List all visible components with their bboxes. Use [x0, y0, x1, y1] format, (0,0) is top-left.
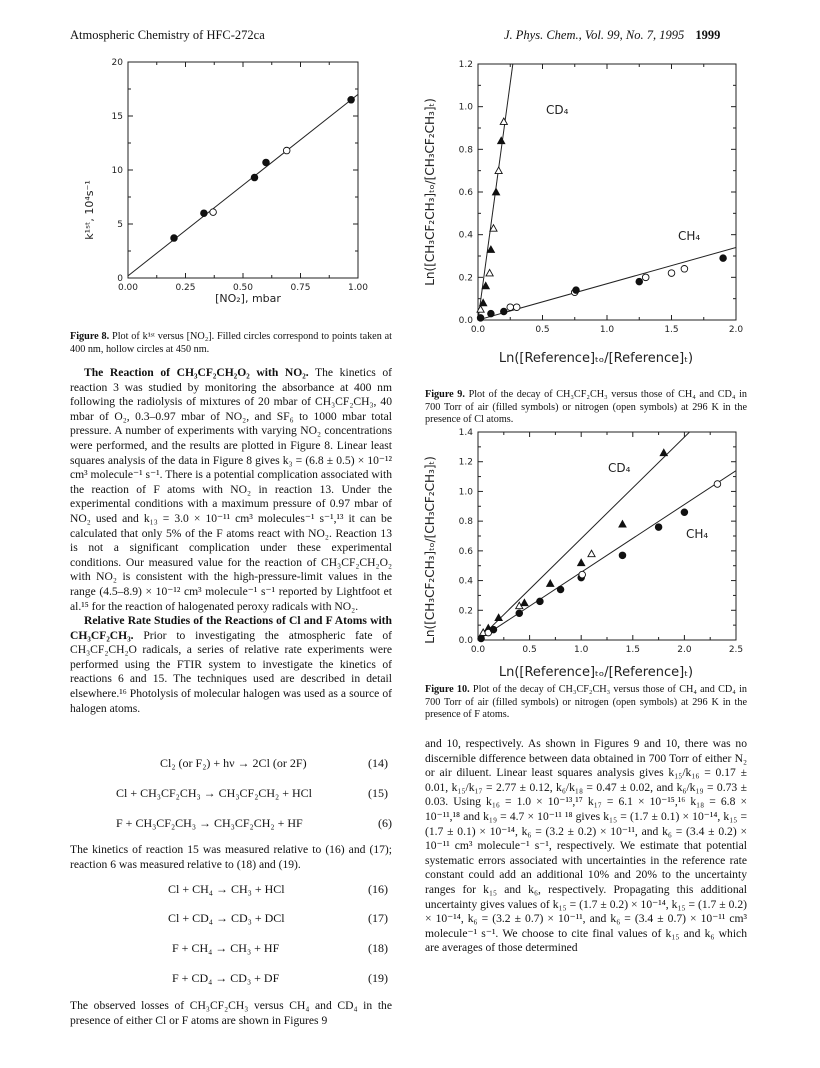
equation-15: Cl + CH₃CF₂CH₃ → CH₃CF₂CH₂ + HCl — [116, 786, 313, 800]
data-point-circle — [619, 552, 626, 559]
data-point-circle — [655, 524, 662, 531]
y-tick-label: 0.6 — [458, 546, 473, 557]
paragraph-no2-text: The kinetics of reaction 3 was studied by monitoring the absorbance at 400 nm following the radiolysis of mixtures of 20 mbar of CH₃CF₂CH₃, 40 mbar of O₂, 0.3–0.97 mbar of NO₂, and SF₆ to 1000 mbar total pressure. A number of experiments with varying NO₂ concentrations were performed, and the results are plotted in Figure 8. Linear least squares analysis of the data in Figure 8 gives k₃ = (6.8 ± 0.5) × 10⁻¹² cm³ molecule⁻¹ s⁻¹. There is a potential complication associated with the reaction of F atoms with NO₂ in reaction 13. Under the experimental conditions with a maximum pressure of 0.97 mbar of NO₂ used and k₁₃ = 3.0 × 10⁻¹¹ cm³ molecules⁻¹ s⁻¹,¹³ it can be calculated that only 5% of the F atoms react with NO₂. Reaction 13 is not a significant complication under these experimental conditions. Our measured value for the reaction of CH₃CF₂CH₂O₂ with NO₂ is consistent with the high-pressure-limit values in the range (4.5–8.9) × 10⁻¹² cm³ molecule⁻¹ s⁻¹ reported by Lightfoot et al.¹⁵ for the reaction of halogenated peroxy radicals with NO₂. — [70, 366, 392, 613]
data-point-circle — [681, 509, 688, 516]
section-heading-relative-rate: Relative Rate Studies of the Reactions of Cl and F Atoms with CH₃CF₂CH₃. — [70, 614, 392, 642]
data-point-triangle — [492, 188, 499, 194]
data-point-circle — [501, 308, 508, 315]
data-point-triangle — [495, 167, 502, 173]
data-point-circle — [490, 626, 497, 633]
data-point-circle — [171, 235, 178, 242]
paragraph-relative-rate — [70, 614, 392, 716]
series-annotation: CH₄ — [678, 229, 701, 243]
figure-9-chart — [418, 52, 754, 376]
equation-19-number: (19) — [368, 971, 388, 985]
fit-line — [128, 94, 358, 275]
data-point-circle — [681, 266, 688, 273]
data-point-circle — [668, 270, 675, 277]
data-point-triangle — [500, 118, 507, 124]
section-heading-no2: The Reaction of CH₃CF₂CH₂O₂ with NO₂. — [84, 366, 309, 379]
equation-17-number: (17) — [368, 911, 388, 925]
equation-14: Cl₂ (or F₂) + hν → 2Cl (or 2F) — [160, 756, 307, 770]
equation-19: F + CD₄ → CD₃ + DF — [172, 971, 280, 985]
y-tick-label: 0 — [117, 274, 123, 284]
fig8-caption-label: Figure 8. — [70, 331, 110, 342]
figure-10-chart — [418, 420, 754, 684]
data-point-circle — [513, 304, 520, 311]
x-tick-label: 0.75 — [290, 283, 311, 293]
data-point-triangle — [498, 137, 505, 143]
paragraph-relative-rate-text: Prior to investigating the atmospheric fate of CH₃CF₂CH₂O radicals, a series of relative rate experiments were performed using the FTIR system to investigate the kinetics of reactions 6 and 15. The techniques used are described in detail elsewhere.¹⁶ Photolysis of molecular halogen was used as a source of halogen atoms. — [70, 628, 392, 715]
data-point-circle — [573, 287, 580, 294]
paragraph-no2-reaction — [70, 366, 392, 614]
y-tick-label: 0.6 — [458, 188, 473, 198]
data-point-circle — [537, 598, 544, 605]
data-point-circle — [263, 159, 270, 166]
y-tick-label: 1.2 — [458, 457, 473, 468]
fig8-caption-text: Plot of k¹ˢᵗ versus [NO₂]. Filled circles correspond to points taken at 400 nm, hollow circles at 450 nm. — [70, 331, 392, 355]
x-tick-label: 1.0 — [599, 325, 615, 335]
data-point-circle — [348, 97, 355, 104]
paragraph-observed-losses: The observed losses of CH₃CF₂CH₃ versus CH₄ and CD₄ in the presence of either Cl or F atoms are shown in Figures 9 — [70, 999, 392, 1027]
x-tick-label: 2.0 — [677, 645, 692, 655]
y-tick-label: 1.2 — [458, 60, 473, 70]
x-tick-label: 0.5 — [535, 325, 550, 335]
right-column-text: and 10, respectively. As shown in Figures 9 and 10, there was no discernible difference between data obtained in 700 Torr of either N₂ or air diluent. Linear least squares analysis gives k₁₅/k₁₆ = 0.17 ± 0.01, k₁₅/k₁₇ = 2.77 ± 0.12, k₆/k₁₈ = 0.47 ± 0.02, and k₆/k₁₉ = 0.73 ± 0.03. Using k₁₆ = 1.0 × 10⁻¹³,¹⁷ k₁₇ = 6.1 × 10⁻¹⁵,¹⁶ k₁₈ = 6.8 × 10⁻¹¹,¹⁸ and k₁₉ = 4.7 × 10⁻¹¹ ¹⁸ gives k₁₅ = (1.7 ± 0.1) × 10⁻¹⁴, k₁₅ = (1.7 ± 0.1) × 10⁻¹⁴, k₆ = (3.2 ± 0.2) × 10⁻¹¹, and k₆ = (3.4 ± 0.2) × 10⁻¹¹ cm³ molecule⁻¹ s⁻¹, respectively. We estimate that potential systematic errors associated with uncertainties in the reference rate constant could add an additional 10% and 20% to the uncertainty ranges for k₁₅ and k₆, respectively. Propagating this additional uncertainty gives values of k₁₅ = (1.7 ± 0.2) × 10⁻¹⁴, k₁₅ = (1.7 ± 0.2) × 10⁻¹⁴, k₆ = (3.2 ± 0.7) × 10⁻¹¹, and k₆ = (3.4 ± 0.7) × 10⁻¹¹ cm³ molecule⁻¹ s⁻¹. We choose to cite final values of k₁₅ and k₆ which are averages of those determined — [425, 737, 747, 955]
figure-8-chart — [70, 50, 390, 322]
x-tick-label: 0.25 — [175, 283, 196, 293]
x-tick-label: 2.5 — [728, 645, 744, 655]
equation-18-number: (18) — [368, 941, 388, 955]
equation-18: F + CH₄ → CH₃ + HF — [172, 941, 280, 955]
x-tick-label: 1.5 — [625, 645, 640, 655]
fig8-x-axis-label: [NO₂], mbar — [215, 292, 281, 305]
fig9-y-axis-label: Ln([CH₃CF₂CH₃]ₜₒ/[CH₃CF₂CH₃]ₜ) — [423, 98, 437, 286]
data-point-circle — [714, 481, 721, 488]
data-point-circle — [642, 274, 649, 281]
equation-17: Cl + CD₄ → CD₃ + DCl — [168, 911, 285, 925]
data-point-circle — [477, 315, 484, 322]
y-tick-label: 0.8 — [458, 517, 473, 528]
running-header-right — [504, 28, 720, 43]
fig9-x-axis-label: Ln([Reference]ₜₒ/[Reference]ₜ) — [498, 351, 694, 366]
x-tick-label: 0.50 — [232, 283, 254, 293]
data-point-circle — [478, 635, 485, 642]
page-number: 1999 — [695, 28, 721, 42]
data-point-triangle — [578, 559, 585, 565]
fig9-caption-label: Figure 9. — [425, 389, 465, 400]
equation-6-number: (6) — [378, 816, 392, 830]
data-point-circle — [201, 210, 208, 217]
y-tick-label: 15 — [111, 112, 123, 122]
equation-16: Cl + CH₄ → CH₃ + HCl — [168, 882, 285, 896]
y-tick-label: 5 — [117, 220, 123, 230]
figure-10-caption — [425, 684, 747, 722]
equation-16-number: (16) — [368, 882, 388, 896]
series-annotation: CD₄ — [608, 461, 631, 475]
data-point-circle — [283, 147, 290, 154]
plot-frame — [128, 62, 358, 278]
y-tick-label: 1.0 — [458, 487, 473, 498]
y-tick-label: 1.0 — [458, 102, 473, 113]
x-tick-label: 1.00 — [347, 283, 369, 293]
data-point-circle — [720, 255, 727, 262]
equation-15-number: (15) — [368, 786, 388, 800]
data-point-triangle — [660, 449, 667, 455]
y-tick-label: 0.2 — [458, 273, 473, 284]
fig10-caption-text: Plot of the decay of CH₃CF₂CH₃ versus those of CH₄ and CD₄ in 700 Torr of air (filled symbols) or nitrogen (open symbols) at 296 K in the presence of F atoms. — [425, 684, 747, 721]
x-tick-label: 2.0 — [728, 325, 744, 335]
data-point-circle — [488, 310, 495, 317]
x-tick-label: 0.5 — [522, 645, 537, 655]
paragraph-reaction-kinetics: The kinetics of reaction 15 was measured relative to (16) and (17); reaction 6 was measured relative to (18) and (19). — [70, 843, 392, 871]
y-tick-label: 0.2 — [458, 606, 473, 617]
x-tick-label: 0.0 — [470, 325, 486, 335]
x-tick-label: 0.00 — [117, 283, 139, 293]
fig9-caption-text: Plot of the decay of CH₃CF₂CH₃ versus those of CH₄ and CD₄ in 700 Torr of air (filled symbols) or nitrogen (open symbols) at 296 K in the presence of Cl atoms. — [425, 389, 748, 426]
fit-line — [478, 432, 690, 640]
data-point-triangle — [547, 580, 554, 586]
fig10-y-axis-label: Ln([CH₃CF₂CH₃]ₜₒ/[CH₃CF₂CH₃]ₜ) — [423, 456, 437, 644]
x-tick-label: 1.0 — [574, 645, 589, 655]
y-tick-label: 20 — [111, 58, 123, 68]
equation-14-number: (14) — [368, 756, 388, 770]
equation-6: F + CH₃CF₂CH₃ → CH₃CF₂CH₂ + HF — [116, 816, 303, 830]
fig10-x-axis-label: Ln([Reference]ₜₒ/[Reference]ₜ) — [498, 665, 694, 680]
y-tick-label: 0.4 — [458, 230, 473, 241]
data-point-circle — [251, 174, 258, 181]
left-column-text — [70, 366, 392, 716]
data-point-circle — [579, 571, 586, 578]
y-tick-label: 1.4 — [458, 428, 473, 438]
y-tick-label: 0.0 — [458, 316, 473, 326]
journal-citation: J. Phys. Chem., Vol. 99, No. 7, 1995 — [504, 28, 685, 42]
data-point-circle — [210, 209, 217, 216]
data-point-circle — [557, 586, 564, 593]
y-tick-label: 0.4 — [458, 576, 473, 587]
data-point-triangle — [486, 269, 493, 275]
fig8-y-axis-label: k¹ˢᵗ, 10⁴s⁻¹ — [83, 180, 96, 240]
y-tick-label: 0.8 — [458, 145, 473, 156]
series-annotation: CH₄ — [686, 527, 709, 541]
y-tick-label: 0.0 — [458, 636, 473, 646]
y-tick-label: 10 — [111, 166, 123, 176]
data-point-circle — [636, 278, 643, 285]
data-point-triangle — [521, 599, 528, 605]
x-tick-label: 0.0 — [470, 645, 486, 655]
data-point-triangle — [588, 550, 595, 556]
fig10-caption-label: Figure 10. — [425, 684, 470, 695]
data-point-triangle — [619, 521, 626, 527]
x-tick-label: 1.5 — [664, 325, 679, 335]
data-point-circle — [507, 304, 514, 311]
data-point-circle — [516, 610, 523, 617]
figure-8-caption — [70, 331, 392, 356]
running-header-left: Atmospheric Chemistry of HFC-272ca — [70, 28, 265, 42]
series-annotation: CD₄ — [546, 103, 569, 117]
plot-frame — [478, 64, 736, 320]
